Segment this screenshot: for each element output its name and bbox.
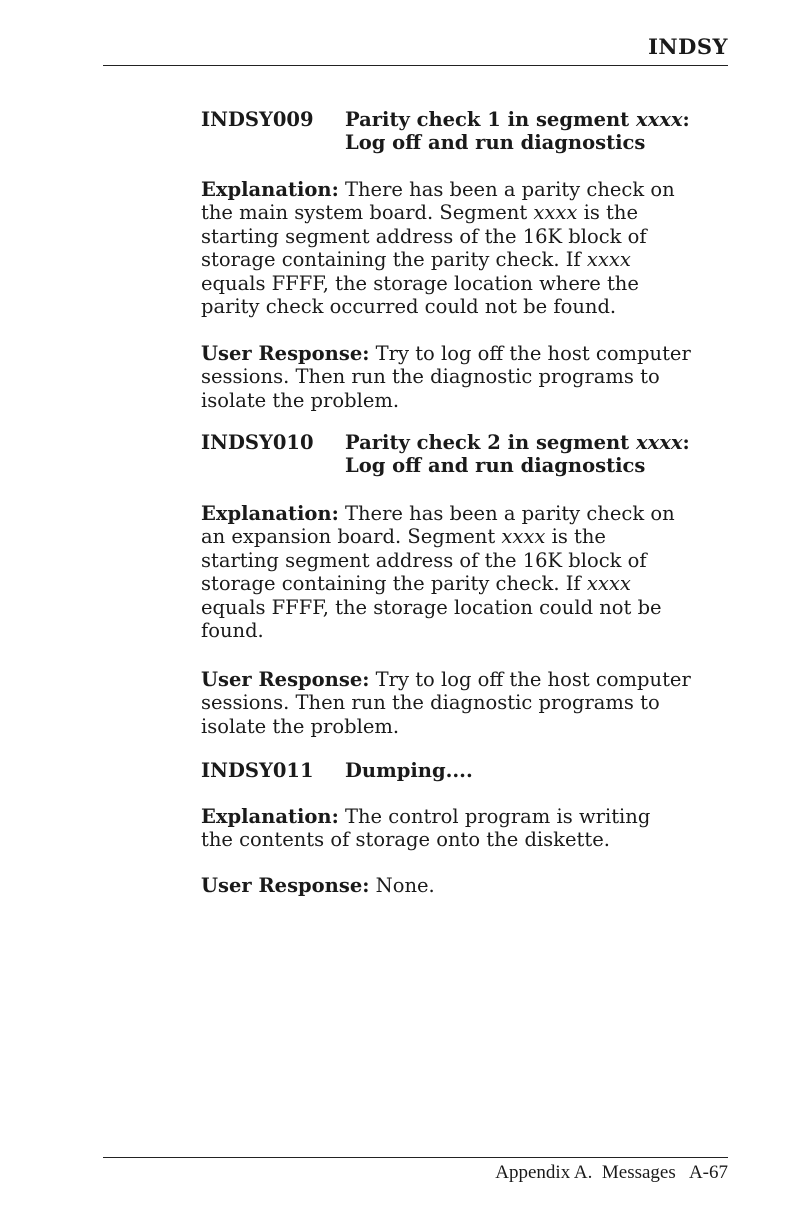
text-line (201, 525, 675, 548)
user-response-paragraph (201, 668, 691, 738)
text-segment: None. (369, 874, 435, 897)
text-segment: equals FFFF, the storage location could not be (201, 595, 662, 619)
text-line (201, 805, 650, 828)
page-footer: Appendix A. Messages A-67 (495, 1162, 728, 1183)
section-label: User Response: (201, 342, 370, 365)
text-line (201, 691, 691, 714)
variable-placeholder: xxxx (635, 108, 683, 131)
message-id: INDSY011 (201, 759, 314, 782)
text-line (201, 619, 675, 642)
text-line (201, 549, 675, 572)
section-label: User Response: (201, 874, 370, 897)
text-line (201, 389, 691, 412)
text-line (201, 272, 675, 295)
header-rule (103, 65, 728, 66)
explanation-paragraph (201, 502, 675, 642)
section-label: User Response: (201, 668, 370, 691)
text-line (201, 596, 675, 619)
text-line (201, 572, 675, 595)
text-line (201, 365, 691, 388)
variable-placeholder: xxxx (586, 572, 631, 596)
text-segment: parity check occurred could not be found. (201, 295, 617, 319)
user-response-paragraph (201, 874, 435, 897)
text-segment: starting segment address of the 16K block of (201, 548, 647, 572)
text-line (345, 131, 690, 154)
text-line (201, 295, 675, 318)
message-title (345, 108, 690, 155)
text-segment: the main system board. Segment (201, 201, 534, 225)
text-segment: the contents of storage onto the diskette. (201, 828, 610, 852)
text-line (201, 342, 691, 365)
text-segment: isolate the problem. (201, 388, 400, 412)
variable-placeholder: xxxx (635, 431, 683, 454)
text-line (345, 108, 690, 131)
text-line (201, 502, 675, 525)
text-segment: Log off and run diagnostics (345, 454, 646, 478)
text-line (201, 248, 675, 271)
text-segment: There has been a parity check on (338, 178, 675, 201)
text-segment: equals FFFF, the storage location where the (201, 271, 639, 295)
text-segment: The control program is writing (338, 805, 651, 828)
text-segment: : (682, 431, 690, 454)
text-segment: starting segment address of the 16K block of (201, 224, 647, 248)
text-segment: : (682, 108, 690, 131)
section-label: Explanation: (201, 178, 339, 201)
text-line (201, 828, 650, 851)
text-segment: is the (545, 525, 606, 549)
running-header: INDSY (648, 34, 728, 59)
explanation-paragraph (201, 178, 675, 318)
text-line (345, 759, 473, 782)
text-segment: storage containing the parity check. If (201, 248, 587, 272)
text-line (201, 201, 675, 224)
text-segment: There has been a parity check on (338, 502, 675, 525)
text-segment: Dumping.... (345, 759, 473, 782)
text-segment: is the (577, 201, 638, 225)
text-segment: an expansion board. Segment (201, 525, 502, 549)
variable-placeholder: xxxx (533, 201, 578, 225)
message-title (345, 759, 473, 782)
text-segment: sessions. Then run the diagnostic programs to (201, 365, 660, 389)
explanation-paragraph (201, 805, 650, 852)
text-segment: sessions. Then run the diagnostic programs to (201, 691, 660, 715)
text-line (201, 178, 675, 201)
section-label: Explanation: (201, 805, 339, 828)
text-line (345, 431, 690, 454)
message-id: INDSY010 (201, 431, 314, 454)
text-line (201, 668, 691, 691)
text-line (201, 225, 675, 248)
text-segment: isolate the problem. (201, 714, 400, 738)
variable-placeholder: xxxx (586, 248, 631, 272)
text-segment: Parity check 2 in segment (345, 431, 636, 454)
text-segment: storage containing the parity check. If (201, 572, 587, 596)
text-segment: Log off and run diagnostics (345, 131, 646, 155)
text-line (345, 454, 690, 477)
section-label: Explanation: (201, 502, 339, 525)
text-segment: Parity check 1 in segment (345, 108, 636, 131)
message-id: INDSY009 (201, 108, 314, 131)
text-line (201, 874, 435, 897)
text-line (201, 715, 691, 738)
footer-rule (103, 1157, 728, 1158)
text-segment: Try to log off the host computer (369, 342, 691, 365)
message-title (345, 431, 690, 478)
text-segment: Try to log off the host computer (369, 668, 691, 691)
variable-placeholder: xxxx (501, 525, 546, 549)
text-segment: found. (201, 619, 264, 643)
user-response-paragraph (201, 342, 691, 412)
